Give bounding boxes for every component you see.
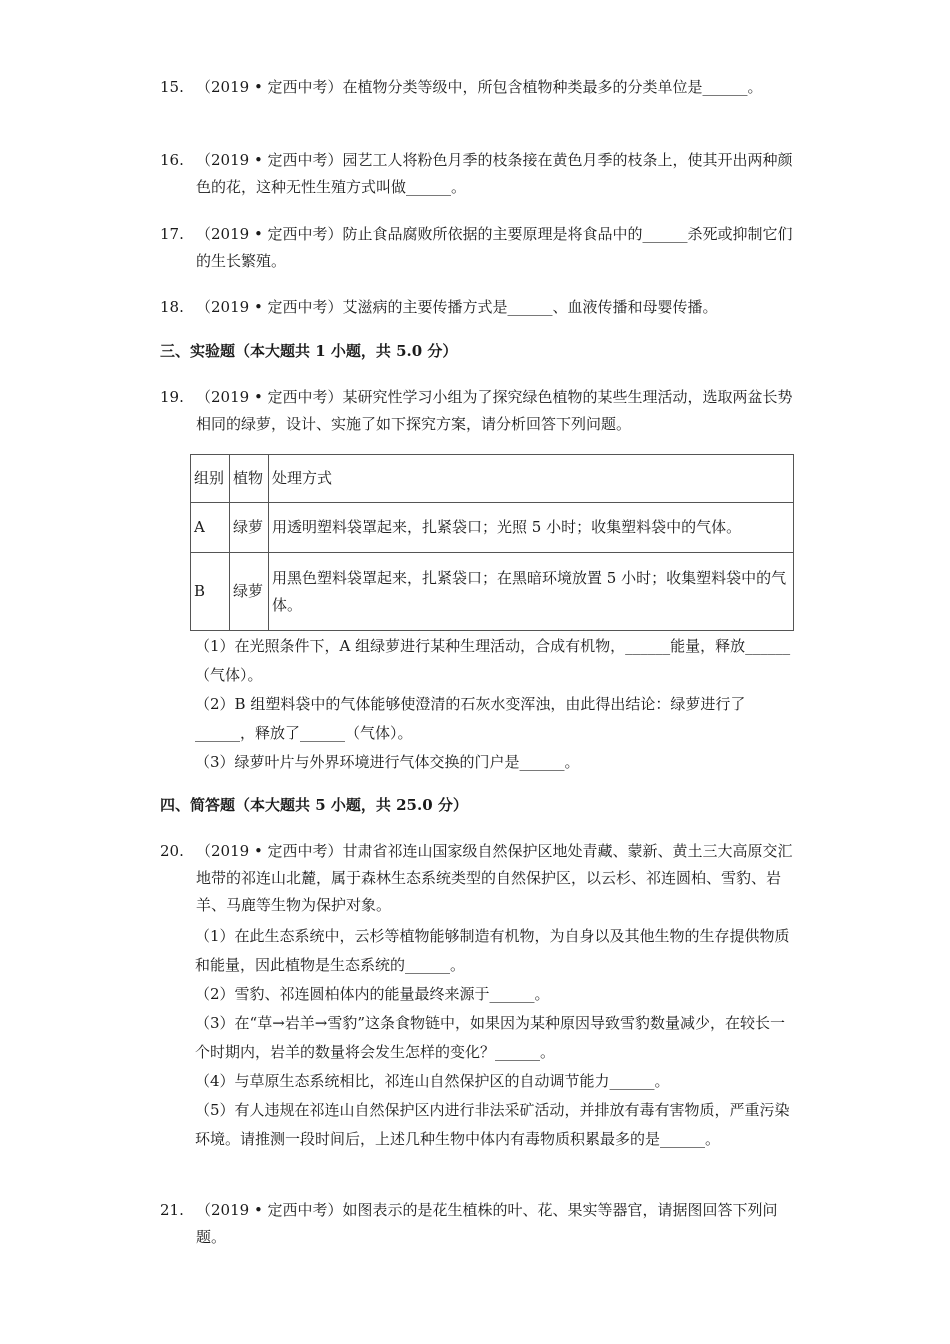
question-text: （2019 • 定西中考）艾滋病的主要传播方式是______、血液传播和母婴传播。 (196, 298, 718, 316)
table-cell: 用黑色塑料袋罩起来，扎紧袋口；在黑暗环境放置 5 小时；收集塑料袋中的气体。 (269, 553, 794, 631)
question-number: 18. (160, 298, 184, 316)
table-cell: 绿萝 (230, 503, 269, 553)
question-text: （2019 • 定西中考）某研究性学习小组为了探究绿色植物的某些生理活动，选取两盆长势相同的绿萝，设计、实施了如下探究方案，请分析回答下列问题。 (196, 388, 793, 433)
table-row (191, 503, 794, 553)
sub-question-20-3: （3）在“草→岩羊→雪豹”这条食物链中，如果因为某种原因导致雪豹数量减少，在较长一个时期内，岩羊的数量将会发生怎样的变化？______。 (195, 1014, 786, 1061)
question-19 (160, 384, 800, 438)
question-number: 19. (160, 388, 184, 406)
question-text: （2019 • 定西中考）如图表示的是花生植株的叶、花、果实等器官，请据图回答下列问题。 (196, 1201, 778, 1246)
question-number: 16. (160, 151, 184, 169)
table-cell: 绿萝 (230, 553, 269, 631)
sub-question-20-1: （1）在此生态系统中，云杉等植物能够制造有机物，为自身以及其他生物的生存提供物质和能量，因此植物是生态系统的______。 (195, 927, 790, 974)
sub-question-19-3: （3）绿萝叶片与外界环境进行气体交换的门户是______。 (195, 753, 580, 771)
question-21 (160, 1197, 800, 1251)
table-cell: A (191, 503, 230, 553)
sub-question-19-1: （1）在光照条件下，A 组绿萝进行某种生理活动，合成有机物，______能量，释放______（气体）。 (195, 637, 791, 684)
table-header-cell: 植物 (230, 455, 269, 503)
sub-question-19-2: （2）B 组塑料袋中的气体能够使澄清的石灰水变浑浊，由此得出结论：绿萝进行了______，释放了______（气体）。 (195, 695, 746, 742)
question-text: （2019 • 定西中考）防止食品腐败所依据的主要原理是将食品中的______杀死或抑制它们的生长繁殖。 (196, 225, 793, 270)
table-cell: 用透明塑料袋罩起来，扎紧袋口；光照 5 小时；收集塑料袋中的气体。 (269, 503, 794, 553)
question-16 (160, 147, 800, 201)
question-17 (160, 221, 800, 275)
section-3-heading: 三、实验题（本大题共 1 小题，共 5.0 分） (160, 342, 458, 360)
question-text: （2019 • 定西中考）在植物分类等级中，所包含植物种类最多的分类单位是______。 (196, 78, 763, 96)
question-text: （2019 • 定西中考）甘肃省祁连山国家级自然保护区地处青藏、蒙新、黄土三大高原交汇地带的祁连山北麓，属于森林生态系统类型的自然保护区，以云杉、祁连圆柏、雪豹、岩羊、马鹿等生物为保护对象。 (196, 842, 793, 914)
question-18 (160, 294, 800, 321)
question-number: 15. (160, 78, 184, 96)
question-20 (160, 838, 800, 919)
question-number: 17. (160, 225, 184, 243)
sub-question-20-5: （5）有人违规在祁连山自然保护区内进行非法采矿活动，并排放有毒有害物质，严重污染环境。请推测一段时间后，上述几种生物中体内有毒物质积累最多的是______。 (195, 1101, 790, 1148)
experiment-table (190, 454, 794, 631)
section-4-heading: 四、简答题（本大题共 5 小题，共 25.0 分） (160, 796, 468, 814)
question-text: （2019 • 定西中考）园艺工人将粉色月季的枝条接在黄色月季的枝条上，使其开出两种颜色的花，这种无性生殖方式叫做______。 (196, 151, 793, 196)
table-header-cell: 组别 (191, 455, 230, 503)
sub-question-20-2: （2）雪豹、祁连圆柏体内的能量最终来源于______。 (195, 985, 550, 1003)
table-row (191, 553, 794, 631)
sub-question-20-4: （4）与草原生态系统相比，祁连山自然保护区的自动调节能力______。 (195, 1072, 670, 1090)
question-number: 21. (160, 1201, 184, 1219)
question-15 (160, 74, 800, 101)
question-number: 20. (160, 842, 184, 860)
table-cell: B (191, 553, 230, 631)
table-header-row (191, 455, 794, 503)
table-header-cell: 处理方式 (269, 455, 794, 503)
